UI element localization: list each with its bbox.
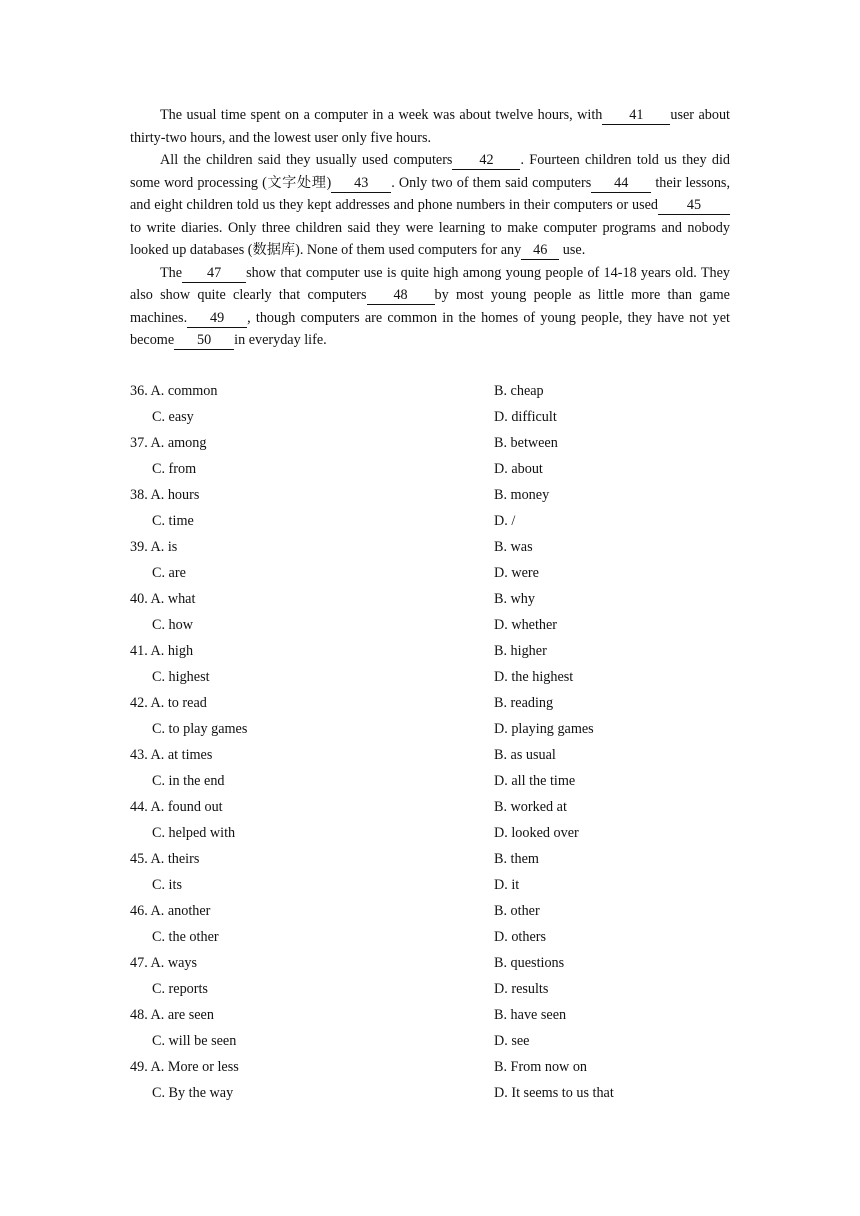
paragraph-text: . Fourteen children told us they did some word processing (文字处理) [130,152,730,191]
option-b: B. higher [494,643,547,659]
option-b: B. reading [494,695,554,711]
option-d: D. others [494,929,547,945]
option-c: C. how [152,617,193,633]
option-b: B. as usual [494,747,556,763]
option-a: 36. A. common [130,383,218,399]
paragraph-3 [130,262,730,352]
question-row [130,586,730,612]
option-b: B. them [494,851,539,867]
option-b: B. between [494,435,558,451]
option-a: 43. A. at times [130,747,213,763]
option-a: 39. A. is [130,539,178,555]
question-row [130,976,730,1002]
question-row [130,690,730,716]
paragraph-2 [130,149,730,262]
option-c: C. from [152,461,197,477]
question-row [130,846,730,872]
paragraph-text: in everyday life. [234,332,327,348]
question-row [130,1054,730,1080]
option-a: 41. A. high [130,643,194,659]
option-c: C. highest [152,669,210,685]
option-d: D. about [494,461,543,477]
blank-48: 48 [367,287,435,305]
paragraph-text: to write diaries. Only three children said they were learning to make computer programs and nobody looked up databases (数据库). None of them used computers for any [130,219,730,258]
paragraph-text: All the children said they usually used computers [160,152,453,168]
blank-42: 42 [452,152,520,170]
option-b: B. From now on [494,1059,588,1075]
option-a: 48. A. are seen [130,1007,214,1023]
option-a: 46. A. another [130,903,211,919]
option-d: D. were [494,565,539,581]
question-row [130,1028,730,1054]
question-row [130,794,730,820]
paragraph-1 [130,104,730,149]
question-row [130,872,730,898]
option-a: 42. A. to read [130,695,207,711]
question-row [130,768,730,794]
option-d: D. / [494,513,516,529]
question-row [130,1002,730,1028]
option-b: B. questions [494,955,565,971]
question-row [130,378,730,404]
blank-47: 47 [182,265,246,283]
question-row [130,1080,730,1106]
answer-options [130,378,730,1106]
option-d: D. see [494,1033,530,1049]
option-d: D. all the time [494,773,576,789]
question-row [130,638,730,664]
question-row [130,534,730,560]
option-a: 45. A. theirs [130,851,200,867]
paragraph-text: use. [559,242,586,258]
option-a: 47. A. ways [130,955,197,971]
question-row [130,664,730,690]
option-a: 37. A. among [130,435,207,451]
option-d: D. whether [494,617,558,633]
blank-44: 44 [591,175,651,193]
option-c: C. its [152,877,182,893]
option-c: C. reports [152,981,208,997]
option-b: B. was [494,539,533,555]
question-row [130,742,730,768]
option-c: C. easy [152,409,194,425]
question-row [130,508,730,534]
option-c: C. will be seen [152,1033,237,1049]
question-row [130,950,730,976]
option-c: C. to play games [152,721,248,737]
blank-41: 41 [602,107,670,125]
blank-45: 45 [658,197,730,215]
question-row [130,456,730,482]
option-d: D. playing games [494,721,594,737]
blank-46: 46 [521,242,559,260]
option-d: D. looked over [494,825,579,841]
paragraph-text: show that computer use is quite high among young people of 14-18 years old. They also show quite clearly that computers [130,264,730,303]
option-b: B. other [494,903,540,919]
paragraph-text: . Only two of them said computers [391,174,592,191]
option-c: C. By the way [152,1085,234,1101]
cloze-passage [130,104,730,352]
option-d: D. It seems to us that [494,1085,614,1101]
option-b: B. money [494,487,550,503]
option-a: 49. A. More or less [130,1059,239,1075]
question-row [130,482,730,508]
option-c: C. helped with [152,825,236,841]
question-row [130,820,730,846]
question-row [130,898,730,924]
option-c: C. the other [152,929,219,945]
blank-43: 43 [331,175,391,193]
option-d: D. difficult [494,409,557,425]
option-a: 44. A. found out [130,799,223,815]
paragraph-text: , though computers are common in the homes of young people, they have not yet become [130,309,730,348]
paragraph-text: their lessons, and eight children told us they kept addresses and phone numbers in their computers or used [130,174,731,213]
paragraph-text: user about thirty-two hours, and the lowest user only five hours. [130,107,730,146]
option-c: C. time [152,513,194,529]
option-b: B. cheap [494,383,544,399]
option-c: C. are [152,565,186,581]
paragraph-text: by most young people as little more than game machines. [130,287,730,326]
option-b: B. why [494,591,535,607]
option-a: 40. A. what [130,591,196,607]
option-b: B. worked at [494,799,567,815]
question-row [130,560,730,586]
question-row [130,430,730,456]
paragraph-text: The [160,264,183,281]
option-c: C. in the end [152,773,225,789]
blank-50: 50 [174,332,234,350]
question-row [130,716,730,742]
option-d: D. results [494,981,549,997]
question-row [130,924,730,950]
blank-49: 49 [187,310,247,328]
option-d: D. it [494,877,520,893]
question-row [130,612,730,638]
option-a: 38. A. hours [130,487,200,503]
question-row [130,404,730,430]
paragraph-text: The usual time spent on a computer in a week was about twelve hours, with [160,107,603,123]
option-d: D. the highest [494,669,574,685]
option-b: B. have seen [494,1007,567,1023]
